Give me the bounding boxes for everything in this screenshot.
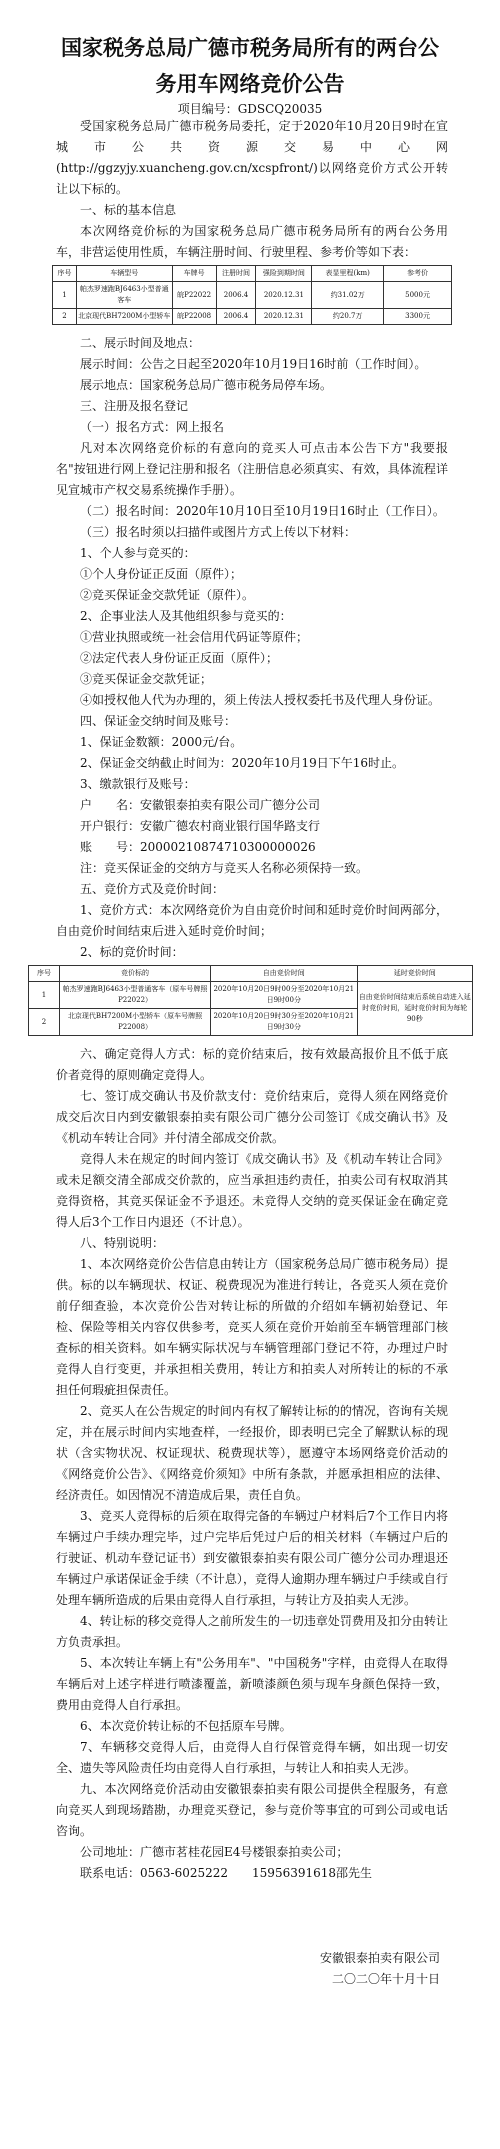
section-1-text: 本次网络竞价标的为国家税务总局广德市税务局所有的两台公务用车，非营运使用性质，车辆注册时间、行驶里程、参考价等如下表： <box>56 224 448 259</box>
table-cell: 帕杰罗速跑BJ6463小型普通客车（原车号牌照P22022） <box>60 982 211 1009</box>
document-body <box>37 116 471 1990</box>
materials-item: ②竞买保证金交款凭证（原件）。 <box>80 588 255 602</box>
table-cell: 皖P22008 <box>172 309 216 325</box>
section-5-heading: 五、竞价方式及竞价时间： <box>80 882 225 896</box>
table-cell: 皖P22022 <box>172 282 216 309</box>
table-cell: 约31.02万 <box>312 282 384 309</box>
account-number: 账 号：20000210874710300000026 <box>80 840 316 854</box>
section-4-heading: 四、保证金交纳时间及账号： <box>80 714 237 728</box>
table-header-cell: 表显里程(km) <box>312 266 384 282</box>
table-header-cell: 参考价 <box>384 266 452 282</box>
table-header-cell: 车牌号 <box>172 266 216 282</box>
project-number: 项目编号：GDSCQ20035 <box>177 102 323 116</box>
table-cell: 自由竞价时间结束后系统自动进入延时竞价时间，延时竞价时间为每轮90秒 <box>357 982 472 1036</box>
special-note: 7、车辆移交竞得人后，由竞得人自行保管竞得车辆，如出现一切安全、遗失等风险责任均由竞得人自行承担，与转让人和拍卖人无涉。 <box>56 1740 448 1775</box>
table-header-cell: 车辆型号 <box>76 266 172 282</box>
table-row <box>53 309 452 325</box>
section-3-heading: 三、注册及报名登记 <box>80 399 189 413</box>
account-name: 户 名：安徽银泰拍卖有限公司广德分公司 <box>80 798 321 812</box>
special-note: 1、本次网络竞价公告信息由转让方（国家税务总局广德市税务局）提供。标的以车辆现状、权证、税费现况为准进行转让，各竞买人须在竞价前仔细查验，本次竞价公告对转让标的所做的介绍如车辆初始登记、年检、保险等相关内容仅供参考，竞买人须在竞价开始前至车辆管理部门核查标的相关资料。如车辆实际状况与车辆管理部门登记不符，办理过户时竞得人自行变更，并承担相关费用，转让方和拍卖人对所转让的标的不承担任何瑕疵担保责任。 <box>56 1257 448 1397</box>
special-note: 6、本次竞价转让标的不包括原车号牌。 <box>80 1719 292 1733</box>
materials-item: 1、个人参与竞买的： <box>80 546 196 560</box>
signup-method-text: 凡对本次网络竞价标的有意向的竞买人可点击本公告下方"我要报名"按钮进行网上登记注册和报名（注册信息必须真实、有效，具体流程详见宣城市产权交易系统操作手册）。 <box>56 441 448 497</box>
table-cell: 2020年10月20日9时00分至2020年10月21日9时00分 <box>211 982 358 1009</box>
special-note: 2、竞买人在公告规定的时间内有权了解转让标的的情况，咨询有关规定，并在展示时间内实地查样，一经报价，即表明已完全了解默认标的现状（含实物状况、权证现状、税费现状等），愿遵守本场网络竞价活动的《网络竞价公告》、《网络竞价须知》中所有条款，并愿承担相应的法律、经济责任。如因情况不清造成后果，责任自负。 <box>56 1404 448 1502</box>
table-header-cell: 注册时间 <box>216 266 256 282</box>
table-cell: 2006.4 <box>216 309 256 325</box>
deposit-deadline: 2、保证金交纳截止时间为：2020年10月19日下午16时止。 <box>80 756 404 770</box>
materials-item: ①营业执照或统一社会信用代码证等原件； <box>80 630 309 644</box>
table-cell: 3300元 <box>384 309 452 325</box>
service-note: 九、本次网络竞价活动由安徽银泰拍卖有限公司提供全程服务，有意向竞买人到现场踏勘，办理竞买登记，参与竞价等事宜的可到公司或电话咨询。 <box>56 1782 448 1838</box>
section-2-heading: 二、展示时间及地点： <box>80 336 201 350</box>
intro-paragraph: 受国家税务总局广德市税务局委托，定于2020年10月20日9时在宣城市公共资源交易中心网(http://ggzyjy.xuancheng.gov.cn/xcspfront/)以网络竞价方式公开转让以下标的。 <box>56 119 448 196</box>
bidding-method: 1、竞价方式：本次网络竞价为自由竞价时间和延时竞价时间两部分，自由竞价时间结束后进入延时竞价时间； <box>56 903 448 938</box>
vehicle-info-table <box>52 265 452 325</box>
table-header-cell: 自由竞价时间 <box>211 966 358 982</box>
table-cell: 约20.7万 <box>312 309 384 325</box>
materials-item: ③竞买保证金交款凭证； <box>80 672 213 686</box>
table-cell: 1 <box>29 982 60 1009</box>
table-header-cell: 强险到期时间 <box>256 266 312 282</box>
document-title <box>40 30 460 102</box>
signing-company: 安徽银泰拍卖有限公司 <box>319 1951 440 1965</box>
signup-method-heading: （一）报名方式：网上报名 <box>80 420 225 434</box>
account-note: 注：竞买保证金的交纳方与竞买人名称必须保持一致。 <box>80 861 369 875</box>
table-cell: 2 <box>53 309 77 325</box>
title-line-2: 务用车网络竞价公告 <box>155 71 345 96</box>
table-cell: 北京现代BH7200M小型轿车（原车号牌照P22008） <box>60 1009 211 1036</box>
display-time: 展示时间：公告之日起至2020年10月19日16时前（工作时间）。 <box>80 357 427 371</box>
table-cell: 2020年10月20日9时30分至2020年10月21日9时30分 <box>211 1009 358 1036</box>
materials-item: ①个人身份证正反面（原件）； <box>80 567 243 581</box>
deposit-amount: 1、保证金数额：2000元/台。 <box>80 735 243 749</box>
table-cell: 1 <box>53 282 77 309</box>
bidding-time-heading: 2、标的竞价时间： <box>80 945 184 959</box>
table-header-row <box>53 266 452 282</box>
contract-payment: 七、签订成交确认书及价款支付：竞价结束后，竞得人须在网络竞价成交后次日内到安徽银泰拍卖有限公司广德分公司签订《成交确认书》及《机动车转让合同》并付清全部成交价款。 <box>56 1089 448 1145</box>
signature-block <box>56 1948 448 1990</box>
bank-heading: 3、缴款银行及账号： <box>80 777 196 791</box>
table-cell: 帕杰罗速跑BJ6463小型普通客车 <box>76 282 172 309</box>
materials-item: ②法定代表人身份证正反面（原件）； <box>80 651 279 665</box>
table-header-cell: 竞价标的 <box>60 966 211 982</box>
breach-terms: 竞得人未在规定的时间内签订《成交确认书》及《机动车转让合同》或未足额交清全部成交价款的，应当承担违约责任，拍卖公司有权取消其竞得资格，其竞买保证金不予退还。未竞得人交纳的竞买保证金在确定竞得人后3个工作日内退还（不计息）。 <box>56 1152 448 1229</box>
table-header-cell: 延时竞价时间 <box>357 966 472 982</box>
table-cell: 5000元 <box>384 282 452 309</box>
section-8-heading: 八、特别说明： <box>80 1236 165 1250</box>
title-line-1: 国家税务总局广德市税务局所有的两台公 <box>61 35 439 60</box>
display-place: 展示地点：国家税务总局广德市税务局停车场。 <box>80 378 333 392</box>
table-cell: 北京现代BH7200M小型轿车 <box>76 309 172 325</box>
materials-item: ④如授权他人代为办理的，须上传法人授权委托书及代理人身份证。 <box>80 693 441 707</box>
special-note: 3、竞买人竞得标的后须在取得完备的车辆过户材料后7个工作日内将车辆过户手续办理完毕，过户完毕后凭过户后的相关材料（车辆过户后的行驶证、机动车登记证书）到安徽银泰拍卖有限公司广德分公司办理退还车辆过户承诺保证金手续（不计息），竞得人逾期办理车辆过户手续或自行处理车辆所造成的后果由竞得人自行承担，与转让方及拍卖人无涉。 <box>56 1509 448 1607</box>
table-row <box>29 982 473 1009</box>
table-header-cell: 序号 <box>29 966 60 982</box>
signing-date: 二〇二〇年十月十日 <box>331 1972 440 1986</box>
signup-time: （二）报名时间：2020年10月10日至10月19日16时止（工作日）。 <box>80 504 445 518</box>
company-address: 公司地址：广德市茗桂花园E4号楼银泰拍卖公司； <box>80 1845 349 1859</box>
contact-phone: 联系电话：0563-6025222 15956391618邵先生 <box>80 1866 373 1880</box>
table-cell: 2020.12.31 <box>256 282 312 309</box>
table-header-row <box>29 966 473 982</box>
table-row <box>53 282 452 309</box>
table-cell: 2006.4 <box>216 282 256 309</box>
winner-determination: 六、确定竞得人方式：标的竞价结束后，按有效最高报价且不低于底价者竞得的原则确定竞得人。 <box>56 1047 448 1082</box>
special-note: 4、转让标的移交竞得人之前所发生的一切违章处罚费用及扣分由转让方负责承担。 <box>56 1614 448 1649</box>
table-header-cell: 序号 <box>53 266 77 282</box>
signup-materials-heading: （三）报名时须以扫描件或图片方式上传以下材料： <box>80 525 357 539</box>
table-cell: 2020.12.31 <box>256 309 312 325</box>
section-1-heading: 一、标的基本信息 <box>80 203 177 217</box>
materials-item: 2、企事业法人及其他组织参与竞买的： <box>80 609 292 623</box>
account-bank: 开户银行：安徽广德农村商业银行国华路支行 <box>80 819 321 833</box>
bidding-time-table <box>28 965 473 1036</box>
special-note: 5、本次转让车辆上有"公务用车"、"中国税务"字样，由竞得人在取得车辆后对上述字样进行喷漆覆盖，新喷漆颜色须与现车身颜色保持一致，费用由竞得人自行承担。 <box>56 1656 448 1712</box>
table-cell: 2 <box>29 1009 60 1036</box>
